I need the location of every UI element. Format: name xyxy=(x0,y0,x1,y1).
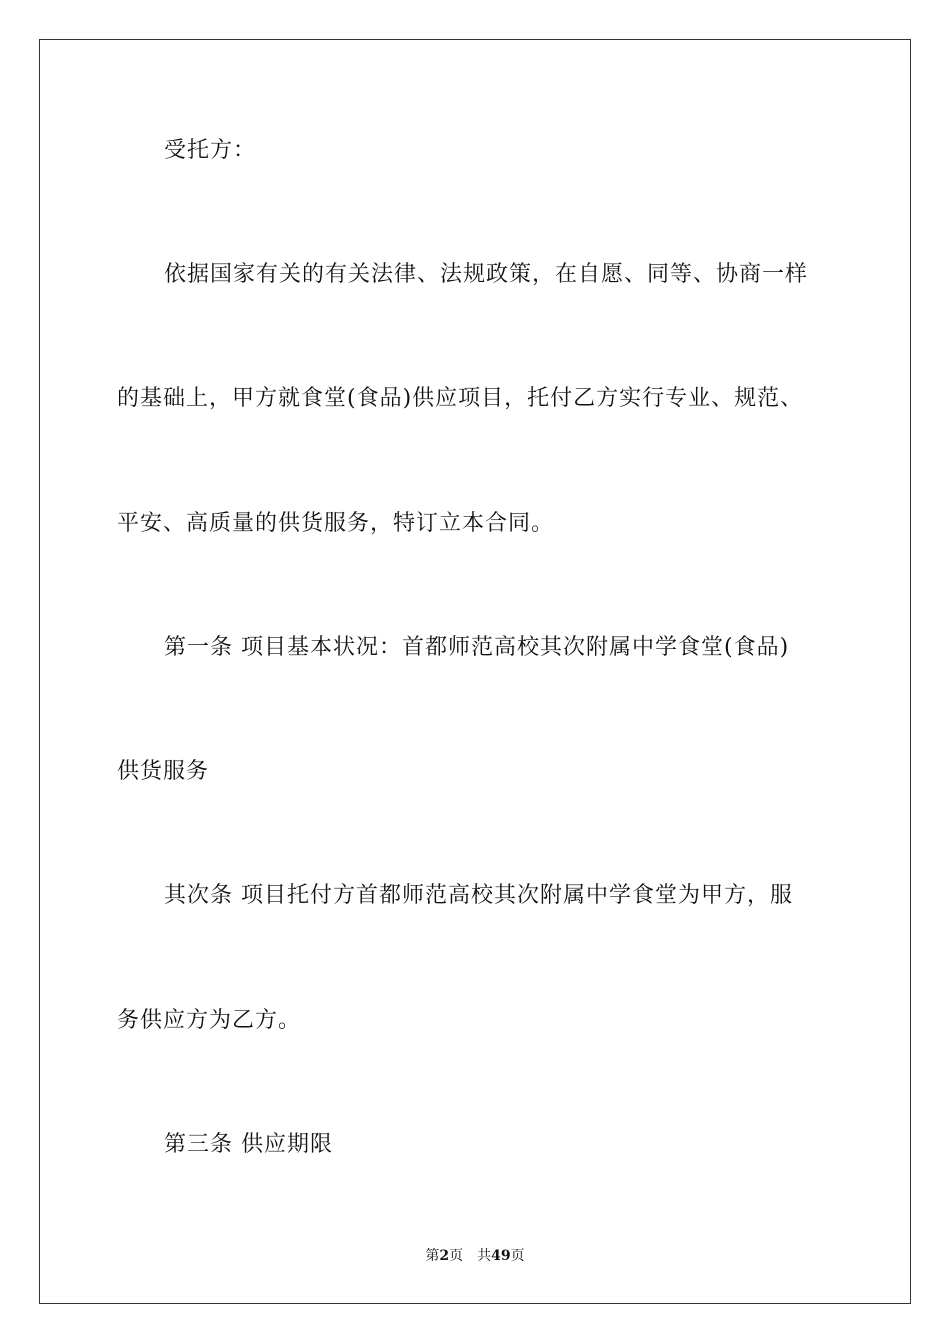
page-footer xyxy=(0,1246,950,1266)
total-suffix: 页 xyxy=(510,1248,525,1264)
total-pages: 49 xyxy=(491,1248,511,1264)
paragraph-line: 依据国家有关的有关法律、法规政策，在自愿、同等、协商一样 xyxy=(164,262,809,287)
article-1-line: 供货服务 xyxy=(117,759,210,784)
article-2-line: 其次条 项目托付方首都师范高校其次附属中学食堂为甲方，服 xyxy=(164,883,793,908)
page-number: 2 xyxy=(439,1248,450,1264)
paragraph-line: 的基础上，甲方就食堂(食品)供应项目，托付乙方实行专业、规范、 xyxy=(117,386,804,411)
total-prefix: 共 xyxy=(477,1248,492,1264)
article-3-heading: 第三条 供应期限 xyxy=(164,1132,333,1157)
article-2-line: 务供应方为乙方。 xyxy=(117,1008,302,1033)
paragraph-line: 平安、高质量的供货服务，特订立本合同。 xyxy=(117,511,555,536)
page-suffix: 页 xyxy=(449,1248,464,1264)
page-prefix: 第 xyxy=(425,1248,440,1264)
entrusted-party-label: 受托方： xyxy=(164,138,257,163)
article-1-line: 第一条 项目基本状况：首都师范高校其次附属中学食堂(食品) xyxy=(164,635,790,660)
page-border xyxy=(39,39,911,1304)
